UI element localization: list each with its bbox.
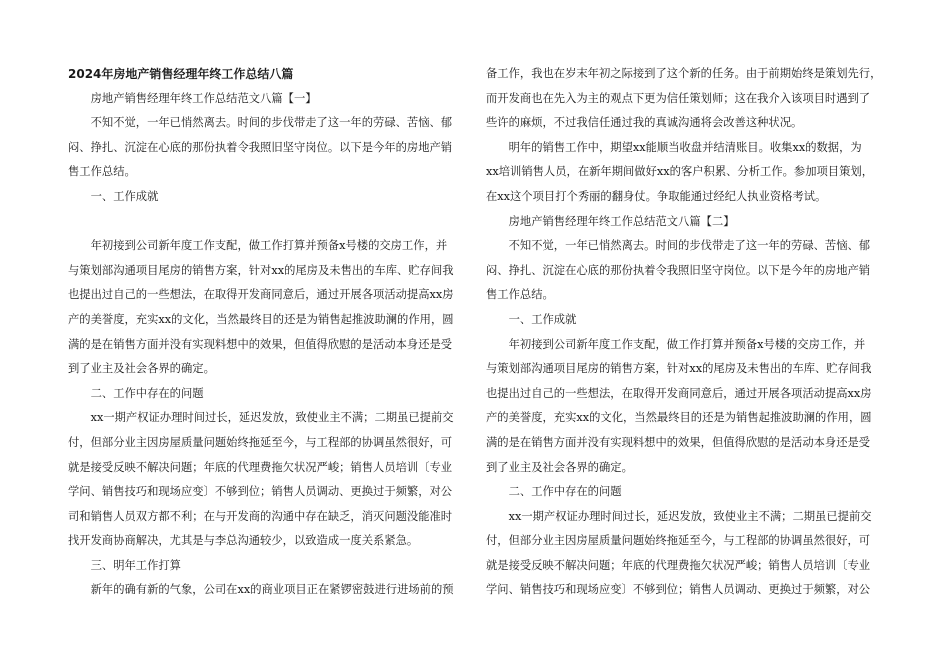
text-line: 新年的确有新的气象，公司在xx的商业项目正在紧锣密鼓进行进场前的预 — [68, 583, 454, 597]
text-line: 与策划部沟通项目尾房的销售方案，针对xx的尾房及未售出的车库、贮存间我 — [486, 362, 872, 376]
text-line: 三、明年工作打算 — [68, 558, 181, 572]
text-line: 学问、销售技巧和现场应变〕不够到位；销售人员调动、更换过于频繁，对公 — [68, 485, 453, 499]
text-line: 明年的销售工作中，期望xx能顺当收盘并结清账目。收集xx的数据，为 — [486, 140, 862, 154]
text-line: 一、工作成就 — [486, 312, 577, 326]
text-line: 付，但部分业主因房屋质量问题始终拖延至今，与工程部的协调虽然很好，可 — [68, 435, 453, 449]
text-line: 学问、销售技巧和现场应变〕不够到位；销售人员调动、更换过于频繁，对公 — [486, 583, 871, 597]
text-line: 二、工作中存在的问题 — [68, 386, 204, 400]
text-line: xx一期产权证办理时间过长，延迟发放，致使业主不满；二期虽已提前交 — [486, 509, 872, 523]
text-line: 满的是在销售方面并没有实现料想中的效果，但值得欣慰的是活动本身还是受 — [68, 337, 453, 351]
text-line: 而开发商也在先入为主的观点下更为信任策划师；这在我介入该项目时遇到了 — [486, 91, 871, 105]
blank-line — [68, 210, 464, 235]
text-line: 也提出过自己的一些想法，在取得开发商同意后，通过开展各项活动提高xx房 — [486, 386, 872, 400]
text-line: xx培训销售人员，在新年期间做好xx的客户积累、分析工作。参加项目策划， — [486, 165, 873, 179]
text-line: 产的美誉度，充实xx的文化，当然最终目的还是为销售起推波助澜的作用，圆 — [486, 411, 872, 425]
text-line: 产的美誉度，充实xx的文化，当然最终目的还是为销售起推波助澜的作用，圆 — [68, 312, 454, 326]
text-line: 闷、挣扎、沉淀在心底的那份执着令我照旧坚守岗位。以下是今年的房地产销 — [486, 263, 871, 277]
text-line: xx一期产权证办理时间过长，延迟发放，致使业主不满；二期虽已提前交 — [68, 411, 454, 425]
text-line: 满的是在销售方面并没有实现料想中的效果，但值得欣慰的是活动本身还是受 — [486, 435, 871, 449]
text-line: 些许的麻烦，不过我信任通过我的真诚沟通将会改善这种状况。 — [486, 116, 803, 130]
left-column — [68, 62, 464, 603]
right-column — [486, 62, 882, 603]
text-line: 到了业主及社会各界的确定。 — [486, 460, 633, 474]
text-line: 找开发商协商解决，尤其是与李总沟通较少，以致造成一度关系紧急。 — [68, 534, 419, 548]
text-line: 房地产销售经理年终工作总结范文八篇【一】 — [68, 91, 317, 105]
text-line: 付，但部分业主因房屋质量问题始终拖延至今，与工程部的协调虽然很好，可 — [486, 534, 871, 548]
text-line: 备工作，我也在岁末年初之际接到了这个新的任务。由于前期始终是策划先行， — [486, 67, 882, 80]
text-line: 就是接受反映不解决问题；年底的代理费拖欠状况严峻；销售人员培训〔专业 — [68, 460, 453, 474]
text-line: 年初接到公司新年度工作支配，做工作打算并预备x号楼的交房工作，并 — [68, 239, 448, 253]
text-line: 到了业主及社会各界的确定。 — [68, 362, 215, 376]
text-line: 不知不觉，一年已悄然离去。时间的步伐带走了这一年的劳碌、苦恼、郁 — [68, 116, 453, 130]
text-line: 司和销售人员双方都不利；在与开发商的沟通中存在缺乏，消灭问题没能准时 — [68, 509, 453, 523]
text-line: 二、工作中存在的问题 — [486, 485, 622, 499]
text-line: 与策划部沟通项目尾房的销售方案，针对xx的尾房及未售出的车库、贮存间我 — [68, 263, 454, 277]
document-title: 2024年房地产销售经理年终工作总结八篇 — [68, 67, 294, 81]
text-line: 也提出过自己的一些想法，在取得开发商同意后，通过开展各项活动提高xx房 — [68, 288, 454, 302]
text-line: 一、工作成就 — [68, 189, 159, 203]
text-line: 在xx这个项目打个秀丽的翻身仗。争取能通过经纪人执业资格考试。 — [486, 189, 827, 203]
text-line: 房地产销售经理年终工作总结范文八篇【二】 — [486, 214, 735, 228]
text-line: 不知不觉，一年已悄然离去。时间的步伐带走了这一年的劳碌、苦恼、郁 — [486, 239, 871, 253]
text-line: 就是接受反映不解决问题；年底的代理费拖欠状况严峻；销售人员培训〔专业 — [486, 558, 871, 572]
text-line: 售工作总结。 — [486, 288, 554, 302]
text-line: 闷、挣扎、沉淀在心底的那份执着令我照旧坚守岗位。以下是今年的房地产销 — [68, 140, 453, 154]
text-line: 售工作总结。 — [68, 165, 136, 179]
text-line: 年初接到公司新年度工作支配，做工作打算并预备x号楼的交房工作，并 — [486, 337, 866, 351]
